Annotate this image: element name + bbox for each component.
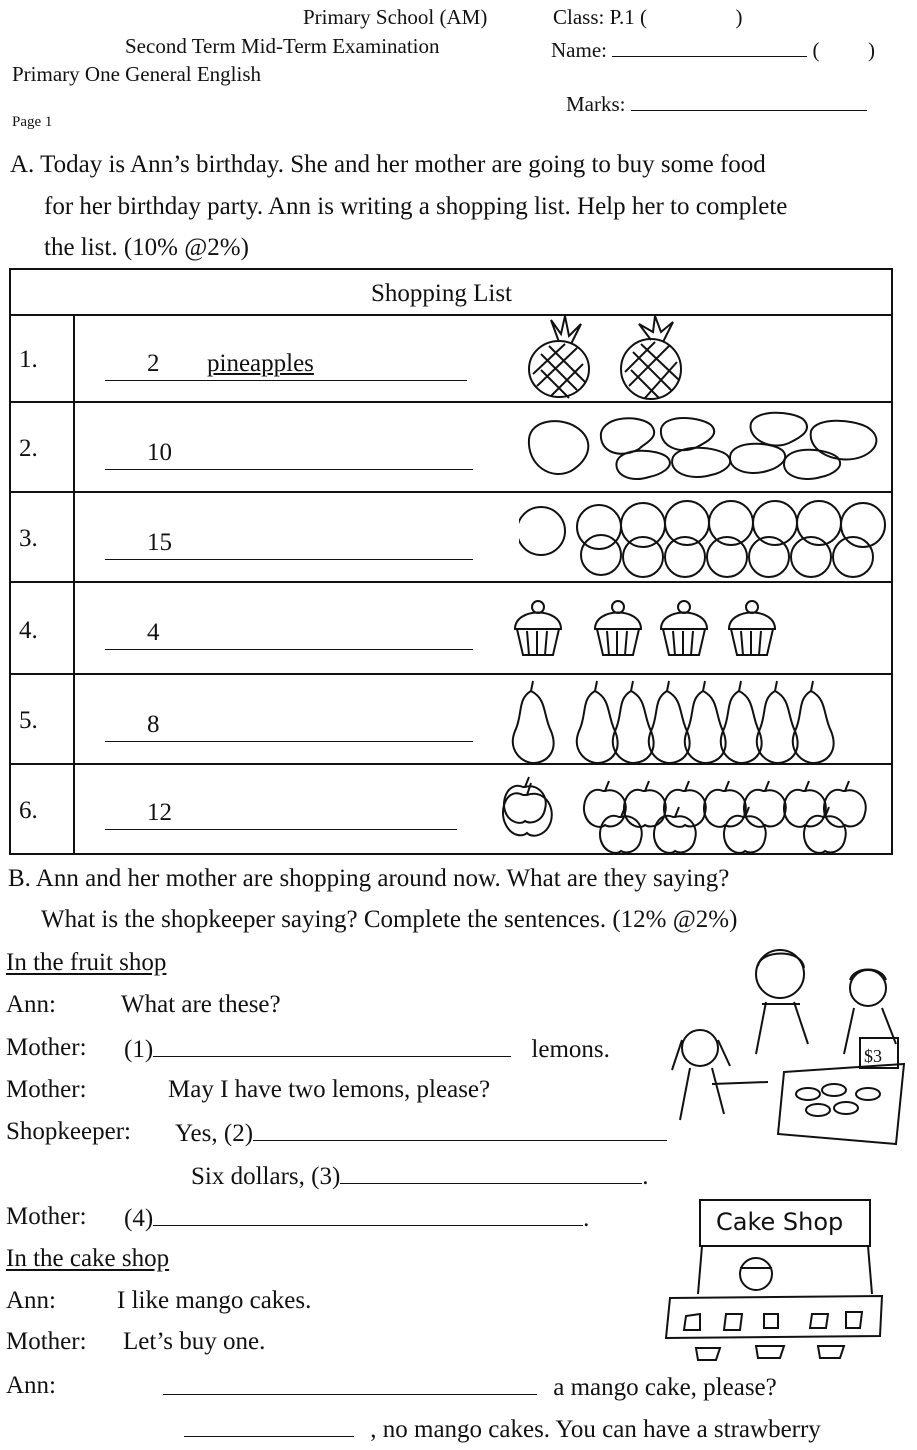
answer-blank-6[interactable] — [105, 801, 457, 830]
dialogue-text: Yes, (2) — [175, 1120, 254, 1147]
school-name: Primary School (AM) — [303, 5, 488, 29]
dialogue-text: Let’s buy one. — [123, 1328, 266, 1355]
dialogue-speaker: Ann: — [6, 991, 56, 1018]
blank-number: (4) — [124, 1205, 154, 1232]
dialogue-text: , no mango cakes. You can have a strawberry — [370, 1416, 821, 1443]
cupcakes-icon — [505, 583, 795, 675]
class-label: Class: P.1 ( — [553, 5, 647, 29]
answer-blank-2[interactable] — [105, 441, 473, 470]
dialogue-line-3 — [191, 1161, 649, 1191]
dialogue-line-4 — [124, 1203, 589, 1233]
dialogue-text: What are these? — [121, 991, 281, 1018]
pears-icon — [507, 675, 837, 765]
row-number: 3. — [19, 525, 38, 552]
row-number: 5. — [19, 707, 38, 734]
row-qty: 10 — [147, 439, 172, 466]
blank-number: (1) — [124, 1036, 154, 1063]
dialogue-line-1 — [124, 1034, 610, 1064]
marks-field — [566, 88, 867, 117]
name-paren-close: ) — [867, 38, 875, 62]
class-field — [553, 5, 742, 30]
name-blank[interactable] — [612, 34, 807, 57]
answer-blank-4[interactable] — [105, 621, 473, 650]
dialogue-speaker: Shopkeeper: — [6, 1118, 131, 1145]
answer-blank-b6[interactable] — [184, 1414, 354, 1437]
dialogue-speaker: Mother: — [6, 1076, 87, 1103]
list-row-4 — [11, 583, 891, 675]
apples-icon — [497, 765, 877, 853]
answer-blank-b4[interactable] — [153, 1203, 583, 1226]
dialogue-speaker: Ann: — [6, 1372, 56, 1399]
list-row-3 — [11, 493, 891, 583]
subject-title: Primary One General English — [12, 62, 262, 86]
dialogue-text: May I have two lemons, please? — [168, 1076, 491, 1103]
row-qty: 12 — [147, 799, 172, 826]
answer-blank-b2[interactable] — [253, 1118, 667, 1141]
shopping-list-table — [9, 268, 893, 855]
marks-blank[interactable] — [631, 88, 867, 111]
section-a-line2: for her birthday party. Ann is writing a shopping list. Help her to complete — [44, 193, 788, 220]
fruit-shop-heading: In the fruit shop — [6, 949, 167, 976]
section-a-line1: A. Today is Ann’s birthday. She and her mother are going to buy some food — [10, 151, 766, 178]
section-b-line2: What is the shopkeeper saying? Complete the sentences. (12% @2%) — [41, 906, 738, 933]
exam-title: Second Term Mid-Term Examination — [125, 34, 440, 58]
dialogue-text: I like mango cakes. — [117, 1287, 312, 1314]
dialogue-line-5 — [163, 1372, 777, 1402]
answer-blank-5[interactable] — [105, 713, 473, 742]
answer-blank-1[interactable] — [105, 352, 467, 381]
marks-label: Marks: — [566, 92, 626, 116]
fruit-shop-illustration — [668, 944, 914, 1162]
shopping-list-title: Shopping List — [371, 280, 512, 307]
list-row-6 — [11, 765, 891, 853]
answer-blank-b3[interactable] — [340, 1161, 642, 1184]
list-row-5 — [11, 675, 891, 765]
answer-blank-3[interactable] — [105, 531, 473, 560]
row-qty: 8 — [147, 711, 160, 738]
list-row-1 — [11, 314, 891, 403]
row-number: 2. — [19, 435, 38, 462]
cake-shop-illustration — [660, 1198, 890, 1368]
row-item: pineapples — [207, 350, 314, 377]
row-number: 4. — [19, 617, 38, 644]
answer-blank-b5[interactable] — [163, 1372, 537, 1395]
class-paren-close: ) — [735, 5, 743, 29]
name-label: Name: — [551, 38, 607, 62]
answer-blank-b1[interactable] — [153, 1034, 511, 1057]
cake-shop-sign: Cake Shop — [716, 1208, 844, 1236]
name-field — [551, 34, 875, 63]
section-a-line3: the list. (10% @2%) — [44, 234, 249, 261]
mangoes-icon — [521, 403, 893, 493]
dialogue-end: . — [642, 1163, 649, 1190]
oranges-icon — [519, 493, 891, 583]
row-qty: 15 — [147, 529, 172, 556]
row-number: 6. — [19, 797, 38, 824]
dialogue-speaker: Mother: — [6, 1034, 87, 1061]
list-row-2 — [11, 403, 891, 493]
shopping-list-header — [11, 270, 891, 316]
dialogue-speaker: Mother: — [6, 1203, 87, 1230]
section-b-line1: B. Ann and her mother are shopping around now. What are they saying? — [8, 865, 730, 892]
row-qty: 2 — [147, 350, 160, 377]
row-qty: 4 — [147, 619, 160, 646]
dialogue-line-6 — [184, 1414, 821, 1444]
row-number: 1. — [19, 346, 38, 373]
dialogue-line-2 — [175, 1118, 667, 1148]
dialogue-speaker: Ann: — [6, 1287, 56, 1314]
page-label: Page 1 — [12, 114, 53, 130]
price-tag-text: $3 — [864, 1046, 882, 1066]
dialogue-end: lemons. — [531, 1036, 610, 1063]
dialogue-end: a mango cake, please? — [553, 1374, 777, 1401]
dialogue-speaker: Mother: — [6, 1328, 87, 1355]
pineapples-icon — [521, 314, 701, 403]
dialogue-text: Six dollars, (3) — [191, 1163, 341, 1190]
cake-shop-heading: In the cake shop — [6, 1245, 170, 1272]
name-paren-open: ( — [812, 38, 820, 62]
dialogue-end: . — [583, 1205, 590, 1232]
